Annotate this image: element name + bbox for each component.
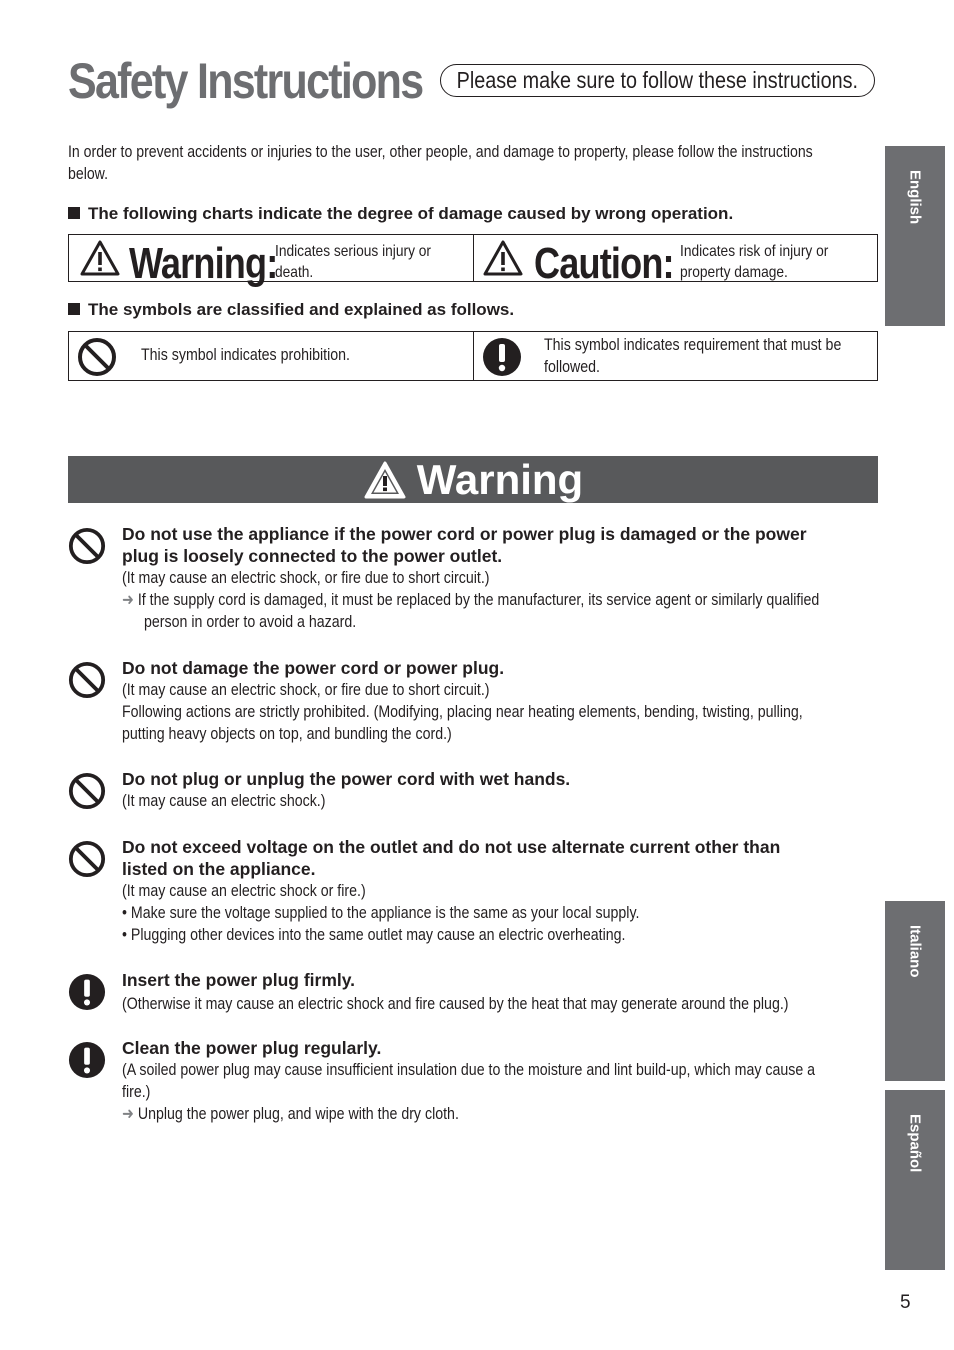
side-tab-label: English [906,170,924,225]
warning-banner [68,456,878,503]
item-text-line: fire.) [122,1083,151,1101]
item-heading-line: Clean the power plug regularly. [122,1038,382,1058]
caution-description [680,241,853,283]
caution-desc-line-1: Indicates risk of injury or [679,243,828,260]
item-heading-line: Do not damage the power cord or power plug. [122,658,505,678]
square-bullet-icon [68,207,80,219]
item-heading-line: Do not exceed voltage on the outlet and do not use alternate current other than [122,837,781,857]
prohibition-icon [77,337,117,377]
warning-desc-line-1: Indicates serious injury or [275,243,432,260]
mandatory-item [68,969,880,1015]
mandatory-icon [68,1041,106,1079]
warning-desc-line-2: death. [275,264,314,281]
bullet-icon: • [122,926,127,944]
symbols-table [68,331,878,381]
intro-paragraph [68,141,878,185]
side-tab-label: Español [906,1114,924,1173]
intro-line-2: below. [68,165,109,183]
arrow-icon: ➜ [122,591,134,609]
item-heading-line: Do not plug or unplug the power cord with wet hands. [122,769,571,789]
warning-cell [69,235,473,288]
degree-section-heading [68,204,733,224]
side-tab-espanol[interactable] [885,1090,945,1270]
symbols-heading-text: The symbols are classified and explained as follows. [88,300,515,319]
item-text-line: Following actions are strictly prohibited. (Modifying, placing near heating elements, bending, twisting, pulling, [122,703,803,721]
warning-triangle-icon [79,239,121,277]
title-row [68,52,480,110]
item-arrow-line: Unplug the power plug, and wipe with the dry cloth. [137,1105,459,1123]
page-number: 5 [900,1292,911,1313]
item-text-line: (It may cause an electric shock.) [122,792,326,810]
intro-line-1: In order to prevent accidents or injuries to the user, other people, and damage to property, please follow the instructions [68,143,813,161]
square-bullet-icon [68,303,80,315]
symbols-section-heading [68,300,514,320]
item-arrow-line: person in order to avoid a hazard. [144,613,357,631]
item-heading-line: Do not use the appliance if the power cord or power plug is damaged or the power [122,524,807,544]
item-heading-line: Insert the power plug firmly. [122,970,356,990]
requirement-line-1: This symbol indicates requirement that must be [543,336,841,354]
caution-desc-line-2: property damage. [679,264,788,281]
side-tab-english[interactable] [885,146,945,326]
item-text-line: (Otherwise it may cause an electric shock and fire caused by the heat that may generate around the plug.) [122,995,789,1013]
item-text-line: (It may cause an electric shock, or fire due to short circuit.) [122,681,490,699]
warning-item [68,523,880,633]
prohibition-icon [68,772,106,810]
mandatory-icon [68,973,106,1011]
item-arrow-line: If the supply cord is damaged, it must be replaced by the manufacturer, its service agent or similarly qualified [137,591,820,609]
mandatory-item [68,1037,880,1125]
page-subtitle: Please make sure to follow these instructions. [456,67,859,93]
side-tab-italiano[interactable] [885,901,945,1081]
prohibition-icon [68,840,106,878]
requirement-cell [473,332,878,380]
page-title: Safety Instructions [68,53,423,109]
item-text-line: putting heavy objects on top, and bundling the cord.) [122,725,452,743]
item-heading-line: listed on the appliance. [122,859,316,879]
item-bullet-line: Plugging other devices into the same outlet may cause an electric overheating. [130,926,626,944]
prohibition-icon [68,527,106,565]
prohibition-cell [69,332,473,380]
requirement-line-2: followed. [543,358,600,376]
prohibition-icon [68,661,106,699]
warning-description [275,241,456,283]
bullet-icon: • [122,904,127,922]
caution-cell [473,235,878,288]
caution-label: Caution: [533,239,674,288]
arrow-icon: ➜ [122,1105,134,1123]
item-bullet-line: Make sure the voltage supplied to the appliance is the same as your local supply. [130,904,640,922]
item-text-line: (It may cause an electric shock or fire.) [122,882,366,900]
item-text-line: (It may cause an electric shock, or fire due to short circuit.) [122,569,490,587]
prohibition-text: This symbol indicates prohibition. [141,346,351,364]
side-tab-label: Italiano [906,925,924,978]
warning-banner-title: Warning [416,455,584,503]
title-subtitle-pill [440,64,875,97]
requirement-text [544,334,890,378]
item-text-line: (A soiled power plug may cause insufficient insulation due to the moisture and lint build-up, which may cause a [122,1061,816,1079]
degree-heading-text: The following charts indicate the degree of damage caused by wrong operation. [88,204,734,223]
item-heading-line: plug is loosely connected to the power outlet. [122,546,503,566]
warning-item [68,657,880,745]
warning-label: Warning: [129,239,278,288]
degree-table [68,234,878,288]
warning-item [68,836,880,946]
warning-item [68,768,880,812]
warning-triangle-icon [363,460,407,500]
mandatory-icon [482,337,522,377]
caution-triangle-icon [482,239,524,277]
